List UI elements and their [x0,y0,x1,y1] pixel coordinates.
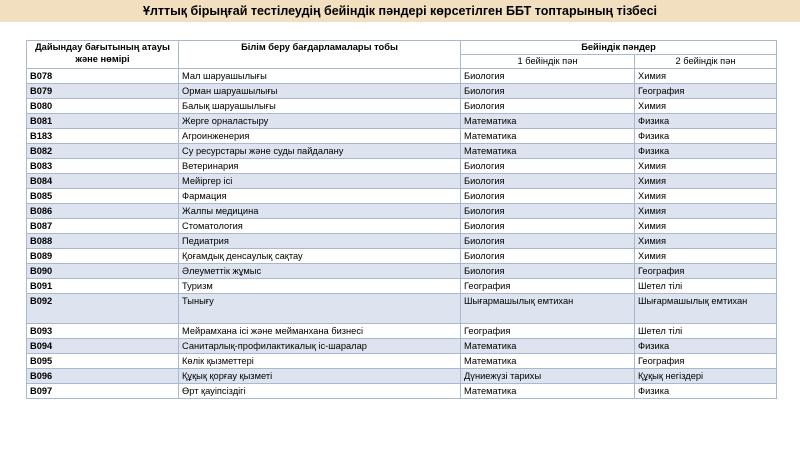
row-subject-1: Биология [461,99,635,114]
row-code: B090 [27,264,179,279]
table-row [27,219,777,234]
row-code: B089 [27,249,179,264]
row-code: B079 [27,84,179,99]
row-subject-2: Шығармашылық емтихан [635,294,777,324]
table-row [27,249,777,264]
row-subject-2: Шетел тілі [635,279,777,294]
row-code: B091 [27,279,179,294]
table-row [27,159,777,174]
row-program: Агроинженерия [179,129,461,144]
row-subject-2: География [635,84,777,99]
row-subject-1: Биология [461,84,635,99]
header-program-group: Білім беру бағдарламалары тобы [179,41,461,69]
row-code: B083 [27,159,179,174]
row-subject-1: География [461,324,635,339]
header-subject-1: 1 бейіндік пән [461,55,635,69]
table-row [27,69,777,84]
row-subject-2: Шетел тілі [635,324,777,339]
row-subject-1: Дүниежүзі тарихы [461,369,635,384]
table-row [27,114,777,129]
row-code: B078 [27,69,179,84]
row-code: B097 [27,384,179,399]
table-row [27,279,777,294]
row-subject-2: Құқық негіздері [635,369,777,384]
row-subject-1: Математика [461,129,635,144]
row-subject-1: Биология [461,69,635,84]
row-program: Туризм [179,279,461,294]
row-program: Фармация [179,189,461,204]
row-program: Орман шаруашылығы [179,84,461,99]
row-program: Санитарлық-профилактикалық іс-шаралар [179,339,461,354]
row-subject-2: Химия [635,189,777,204]
row-subject-1: Шығармашылық емтихан [461,294,635,324]
row-program: Әлеуметтік жұмыс [179,264,461,279]
row-code: B093 [27,324,179,339]
row-subject-2: Физика [635,384,777,399]
row-program: Стоматология [179,219,461,234]
table-row [27,99,777,114]
header-direction: Дайындау бағытының атауы және нөмірі [27,41,179,69]
row-subject-2: География [635,354,777,369]
row-program: Жерге орналастыру [179,114,461,129]
row-program: Ветеринария [179,159,461,174]
table-row [27,174,777,189]
row-code: B082 [27,144,179,159]
row-program: Көлік қызметтері [179,354,461,369]
row-program: Балық шаруашылығы [179,99,461,114]
row-subject-1: Математика [461,144,635,159]
row-subject-2: Химия [635,204,777,219]
table-row [27,84,777,99]
row-subject-2: Химия [635,99,777,114]
row-subject-1: Математика [461,339,635,354]
row-subject-2: Физика [635,114,777,129]
row-code: B095 [27,354,179,369]
row-subject-1: Математика [461,114,635,129]
row-code: B084 [27,174,179,189]
row-program: Мал шаруашылығы [179,69,461,84]
row-program: Өрт қауіпсіздігі [179,384,461,399]
row-subject-2: Химия [635,249,777,264]
row-code: B080 [27,99,179,114]
table-row [27,354,777,369]
table-row [27,204,777,219]
table-row [27,369,777,384]
row-subject-1: Биология [461,264,635,279]
table-row [27,294,777,324]
row-subject-1: Биология [461,174,635,189]
row-subject-1: Биология [461,204,635,219]
row-subject-2: Химия [635,69,777,84]
row-code: B081 [27,114,179,129]
row-subject-1: Биология [461,234,635,249]
table-row [27,144,777,159]
table-row [27,189,777,204]
row-code: B096 [27,369,179,384]
row-program: Құқық қорғау қызметі [179,369,461,384]
row-code: B183 [27,129,179,144]
row-program: Мейіргер ісі [179,174,461,189]
row-program: Су ресурстары және суды пайдалану [179,144,461,159]
header-profile-subjects: Бейіндік пәндер [461,41,777,55]
row-code: B088 [27,234,179,249]
row-subject-1: Биология [461,189,635,204]
row-subject-1: Биология [461,159,635,174]
row-subject-2: Химия [635,174,777,189]
subjects-table [26,40,777,399]
row-program: Тынығу [179,294,461,324]
row-subject-1: Математика [461,354,635,369]
row-subject-2: Химия [635,234,777,249]
row-subject-2: Физика [635,144,777,159]
row-code: B087 [27,219,179,234]
row-subject-1: География [461,279,635,294]
row-subject-1: Биология [461,219,635,234]
row-subject-2: Физика [635,339,777,354]
row-subject-2: География [635,264,777,279]
row-program: Қоғамдық денсаулық сақтау [179,249,461,264]
row-subject-1: Математика [461,384,635,399]
row-code: B086 [27,204,179,219]
header-subject-2: 2 бейіндік пән [635,55,777,69]
table-row [27,234,777,249]
table-row [27,339,777,354]
row-code: B092 [27,294,179,324]
table-row [27,129,777,144]
table-row [27,324,777,339]
table-row [27,264,777,279]
row-subject-2: Физика [635,129,777,144]
row-program: Мейрамхана ісі және мейманхана бизнесі [179,324,461,339]
row-subject-2: Химия [635,159,777,174]
row-code: B085 [27,189,179,204]
row-subject-2: Химия [635,219,777,234]
page-title: Ұлттық бірыңғай тестілеудің бейіндік пәндері көрсетілген ББТ топтарының тізбесі [0,0,800,22]
table-row [27,384,777,399]
row-program: Педиатрия [179,234,461,249]
row-code: B094 [27,339,179,354]
row-subject-1: Биология [461,249,635,264]
row-program: Жалпы медицина [179,204,461,219]
